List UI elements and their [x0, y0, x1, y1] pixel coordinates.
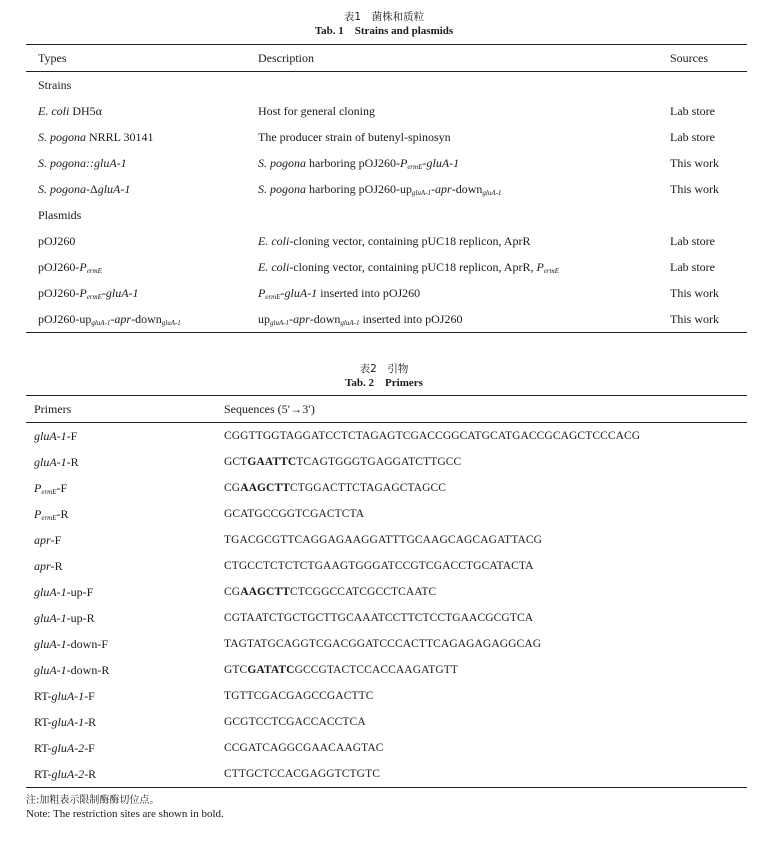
primer-name: apr-F — [34, 532, 62, 547]
primer-sequence: CTGCCTCTCTCTGAAGTGGGATCCGTCGACCTGCATACTA — [224, 560, 534, 572]
section-label-plasmids: Plasmids — [38, 207, 82, 222]
type-cell: S. pogona-ΔgluA-1 — [38, 181, 131, 196]
source-cell: This work — [670, 285, 719, 300]
header-types: Types — [26, 45, 258, 72]
table2-caption-zh: 表2 引物 — [359, 363, 409, 375]
header-sequences: Sequences (5′→3′) — [224, 396, 747, 423]
primer-name: RT-gluA-2-R — [26, 761, 224, 788]
source-cell: This work — [670, 306, 747, 333]
table-row — [26, 553, 747, 579]
primer-name: $P_{ermE}-R$ — [34, 506, 69, 522]
table-row — [26, 579, 747, 605]
description-cell: Host for general cloning — [258, 103, 375, 118]
restriction-site: GAATTC — [247, 456, 297, 468]
table-note-zh: 注:加粗表示限制酶酶切位点。 — [26, 795, 160, 806]
table-row — [26, 735, 747, 761]
table-row — [26, 683, 747, 709]
table-row — [26, 761, 747, 788]
header-sources: Sources — [670, 45, 747, 72]
restriction-site: AAGCTT — [240, 482, 290, 494]
primer-name: gluA-1-down-F — [34, 636, 109, 651]
primer-sequence: TGACGCGTTCAGGAGAAGGATTTGCAAGCAGCAGATTACG — [224, 534, 543, 546]
type-cell: S. pogona NRRL 30141 — [38, 129, 154, 144]
description-cell: S. pogona harboring $pOJ260-up_{gluA-1}-apr-down_{gluA-1}$ — [258, 181, 502, 197]
description-cell: $up_{gluA-1}-apr-down_{gluA-1}$ inserted into pOJ260 — [258, 306, 670, 333]
table1-caption — [0, 10, 768, 38]
primer-sequence: TAGTATGCAGGTCGACGGATCCCACTTCAGAGAGAGGCAG — [224, 638, 542, 650]
table-row — [26, 423, 747, 450]
table-row — [26, 527, 747, 553]
type-cell: S. pogona::gluA-1 — [38, 155, 127, 170]
table-row — [26, 176, 747, 202]
table-row — [26, 228, 747, 254]
primer-sequence: GCATGCCGGTCGACTCTA — [224, 508, 365, 520]
type-cell: $pOJ260-up_{gluA-1}-apr-down_{gluA-1}$ — [26, 306, 258, 333]
section-row-plasmids — [26, 202, 747, 228]
table2-caption — [0, 362, 768, 390]
table2-header-row — [26, 396, 747, 423]
source-cell: This work — [670, 181, 719, 196]
section-label-strains: Strains — [38, 77, 72, 92]
type-cell: $pOJ260-P_{ermE}$ — [38, 259, 102, 275]
table-row — [26, 254, 747, 280]
source-cell: Lab store — [670, 259, 715, 274]
table-row — [26, 631, 747, 657]
table-row — [26, 657, 747, 683]
primer-name: $P_{ermE}-F$ — [34, 480, 68, 496]
primer-sequence: CGGTTGGTAGGATCCTCTAGAGTCGACCGGCATGCATGACCGCAGCTCCCACG — [224, 430, 641, 442]
primer-name: gluA-1-F — [34, 428, 78, 443]
header-description: Description — [258, 45, 670, 72]
table-row — [26, 709, 747, 735]
table-row — [26, 280, 747, 306]
table-row — [26, 306, 747, 333]
restriction-site: GATATC — [247, 664, 295, 676]
primer-sequence: TGTTCGACGAGCCGACTTC — [224, 690, 374, 702]
table2-caption-en: Tab. 2 Primers — [345, 377, 423, 389]
source-cell: Lab store — [670, 233, 715, 248]
table-row — [26, 605, 747, 631]
table1-caption-en: Tab. 1 Strains and plasmids — [314, 25, 454, 37]
type-cell: E. coli DH5α — [38, 103, 102, 118]
table-note-en: Note: The restriction sites are shown in bold. — [26, 808, 224, 820]
table-row — [26, 501, 747, 527]
primer-name: gluA-1-up-F — [34, 584, 94, 599]
primer-sequence: CTTGCTCCACGAGGTCTGTC — [224, 761, 747, 788]
description-cell: S. pogona harboring $pOJ260-P_{ermE}-gluA-1$ — [258, 155, 460, 171]
source-cell: Lab store — [670, 103, 715, 118]
primer-sequence: CGAAGCTTCTCGGCCATCGCCTCAATC — [224, 586, 437, 598]
strains-plasmids-table — [26, 44, 747, 333]
table-row — [26, 124, 747, 150]
primer-sequence: CGTAATCTGCTGCTTGCAAATCCTTCTCCTGAACGCGTCA — [224, 612, 534, 624]
description-cell: The producer strain of butenyl-spinosyn — [258, 129, 451, 144]
primer-sequence: GCGTCCTCGACCACCTCA — [224, 716, 366, 728]
primer-name: RT-gluA-2-F — [34, 740, 95, 755]
description-cell: E. coli-cloning vector, containing pUC18 replicon, AprR — [258, 233, 531, 248]
primer-name: gluA-1-R — [34, 454, 79, 469]
primer-sequence: GTCGATATCGCCGTACTCCACCAAGATGTT — [224, 664, 459, 676]
type-cell: $pOJ260-P_{ermE}-gluA-1$ — [38, 285, 139, 301]
source-cell: Lab store — [670, 129, 715, 144]
table-row — [26, 449, 747, 475]
primer-name: gluA-1-up-R — [34, 610, 95, 625]
table1-header-row — [26, 45, 747, 72]
primer-name: RT-gluA-1-R — [34, 714, 97, 729]
description-cell: E. coli-cloning vector, containing pUC18 replicon, AprR, $P_{ermE}$ — [258, 259, 559, 275]
restriction-site: AAGCTT — [240, 586, 290, 598]
primer-name: RT-gluA-1-F — [34, 688, 95, 703]
table-row — [26, 475, 747, 501]
primer-name: gluA-1-down-R — [34, 662, 110, 677]
primer-sequence: CGAAGCTTCTGGACTTCTAGAGCTAGCC — [224, 482, 447, 494]
primer-sequence: GCTGAATTCTCAGTGGGTGAGGATCTTGCC — [224, 456, 462, 468]
source-cell: This work — [670, 155, 719, 170]
primer-sequence: CCGATCAGGCGAACAAGTAC — [224, 742, 384, 754]
table1-caption-zh: 表1 菌株和质粒 — [343, 11, 425, 23]
table-row — [26, 150, 747, 176]
header-primers: Primers — [26, 396, 224, 423]
type-cell: pOJ260 — [38, 233, 76, 248]
primer-name: apr-R — [34, 558, 63, 573]
table-row — [26, 98, 747, 124]
description-cell: $P_{ermE}-gluA-1$ inserted into pOJ260 — [258, 285, 421, 301]
section-row-strains — [26, 72, 747, 99]
primers-table — [26, 395, 747, 788]
